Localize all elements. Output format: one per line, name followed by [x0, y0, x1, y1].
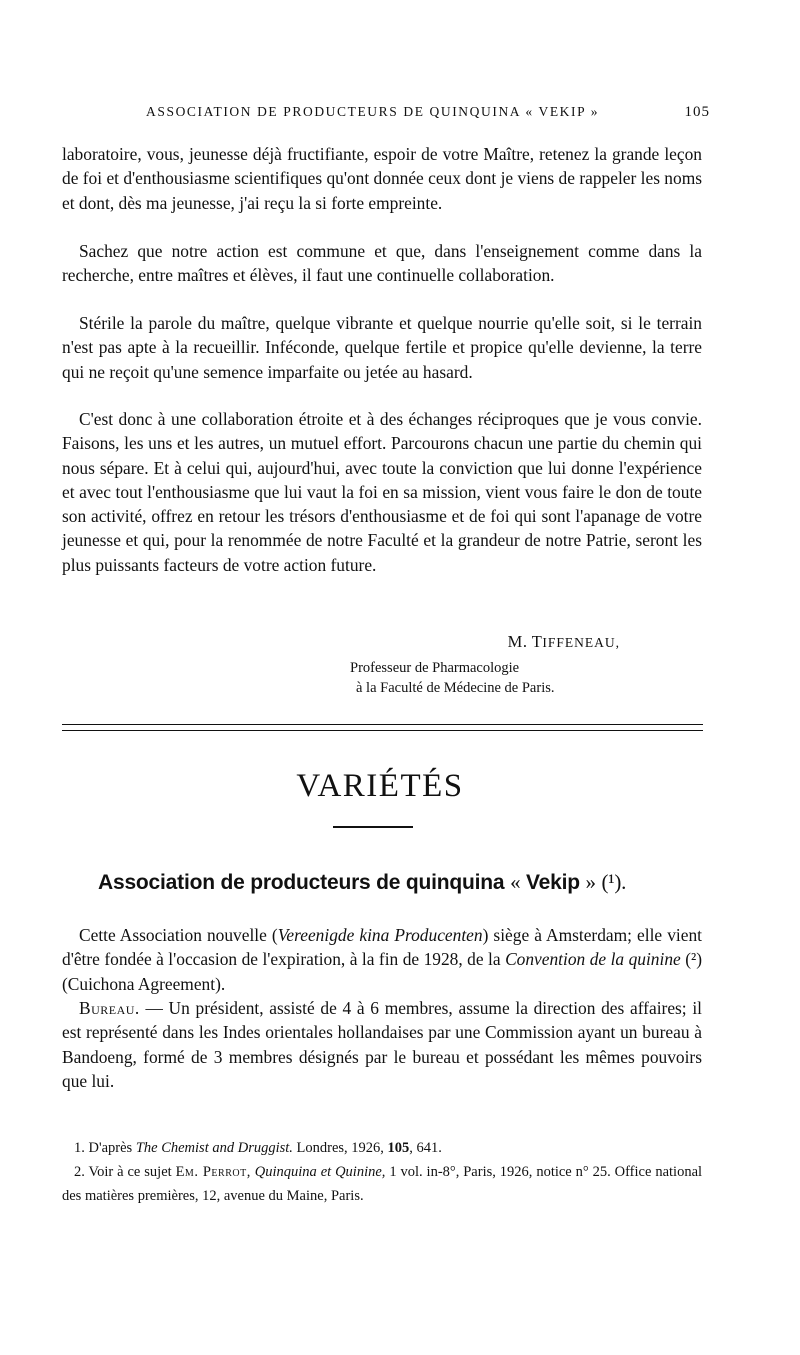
- footnote-1-c: , 641.: [409, 1140, 442, 1156]
- footnote-1-volume: 105: [387, 1140, 410, 1156]
- signature-affiliation: [350, 658, 650, 698]
- paragraph-laboratoire: laboratoire, vous, jeunesse déjà fructifiante, espoir de votre Maître, retenez la grande leçon de foi et d'enthousiasme scientifiques qu'ont donnée ceux dont je viens de rappeler les noms et dont, dès ma jeunesse, j'ai reçu la si forte empreinte.: [62, 144, 702, 213]
- page-number: 105: [684, 104, 710, 120]
- article-title: [98, 870, 626, 895]
- signature-name: [508, 632, 620, 652]
- association-text-b: ) siège à Amsterdam; elle vient d'être fondée à l'occasion de l'expiration, à la fin de 1928, de la: [62, 925, 702, 970]
- divider-rule-bottom: [62, 730, 703, 731]
- running-head: [62, 104, 712, 128]
- signature-institution: à la Faculté de Médecine de Paris.: [356, 680, 555, 696]
- footnote-2-book: Quinquina et Quinine,: [254, 1164, 386, 1180]
- section-title-underline: [333, 826, 413, 828]
- signature-surname: IFFENEAU,: [542, 635, 620, 650]
- footnote-2-b: 1 vol. in-8°, Paris, 1926, notice n° 25. Office national des matières premières, 12, avenue du Maine, Paris.: [62, 1164, 703, 1204]
- association-text-a: Cette Association nouvelle (: [79, 925, 278, 945]
- article-title-quote-open: «: [510, 870, 521, 894]
- footnote-1: [62, 1136, 702, 1160]
- signature-role: Professeur de Pharmacologie: [350, 660, 520, 676]
- footnote-2-a: 2. Voir à ce sujet: [74, 1164, 176, 1180]
- footnote-2: [62, 1160, 702, 1208]
- article-title-main: Association de producteurs de quinquina: [98, 871, 505, 894]
- divider-rule-top: [62, 724, 703, 725]
- paragraph-sterile: Stérile la parole du maître, quelque vibrante et quelque nourrie qu'elle soit, si le terrain n'est pas apte à la recueillir. Inféconde, quelque fertile et propice qu'elle devienne, la terre qui ne reçoit qu'une semence imparfaite ou jetée au hasard.: [62, 313, 702, 382]
- bureau-text: — Un président, assisté de 4 à 6 membres, assume la direction des affaires; il est représenté dans les Indes orientales hollandaises par une Commission ayant un bureau à Bandoeng, formé de 3 membres désignés par le bureau et possédant les mêmes pouvoirs que lui.: [62, 998, 702, 1091]
- signature-initial: M. T: [507, 632, 543, 651]
- paragraph-association: [62, 923, 702, 996]
- footnote-1-journal: The Chemist and Druggist.: [135, 1140, 293, 1156]
- bureau-lead: Bureau.: [79, 998, 140, 1018]
- association-text-c: (²) (Cuichona Agreement).: [62, 949, 702, 994]
- article-title-quote-close: »: [585, 870, 596, 894]
- association-name-dutch: Vereenigde kina Producenten: [277, 925, 483, 945]
- section-title: VARIÉTÉS: [296, 768, 464, 804]
- article-title-footnote-ref: (¹).: [601, 870, 627, 894]
- footnote-2-author: Em. Perrot,: [175, 1164, 251, 1180]
- article-title-name: Vekip: [526, 871, 580, 894]
- footnote-1-b: Londres, 1926,: [292, 1140, 388, 1156]
- paragraph-collaboration: C'est donc à une collaboration étroite et à des échanges réciproques que je vous convie. Faisons, les uns et les autres, un mutuel effort. Parcourons chacun une partie du chemin qui nous sépare. Et à celui qui, aujourd'hui, avec toute la conviction que lui donne l'expérience et avec tout l'enthousiasme que lui vaut la foi en sa mission, vient vous faire le don de toute son activité, offrez en retour les trésors d'enthousiasme et de foi qui sont l'apanage de votre jeunesse et qui, pour la renommée de notre Faculté et la grandeur de notre Patrie, seront les plus puissants facteurs de votre action future.: [62, 409, 702, 575]
- paragraph-bureau: [62, 996, 702, 1093]
- footnote-1-a: 1. D'après: [74, 1140, 136, 1156]
- footnotes: [62, 1136, 702, 1208]
- paragraph-sachez: Sachez que notre action est commune et que, dans l'enseignement comme dans la recherche, entre maîtres et élèves, il faut une continuelle collaboration.: [62, 241, 702, 286]
- running-head-title: ASSOCIATION DE PRODUCTEURS DE QUINQUINA « VEKIP »: [146, 104, 600, 119]
- convention-title: Convention de la quinine: [505, 949, 681, 970]
